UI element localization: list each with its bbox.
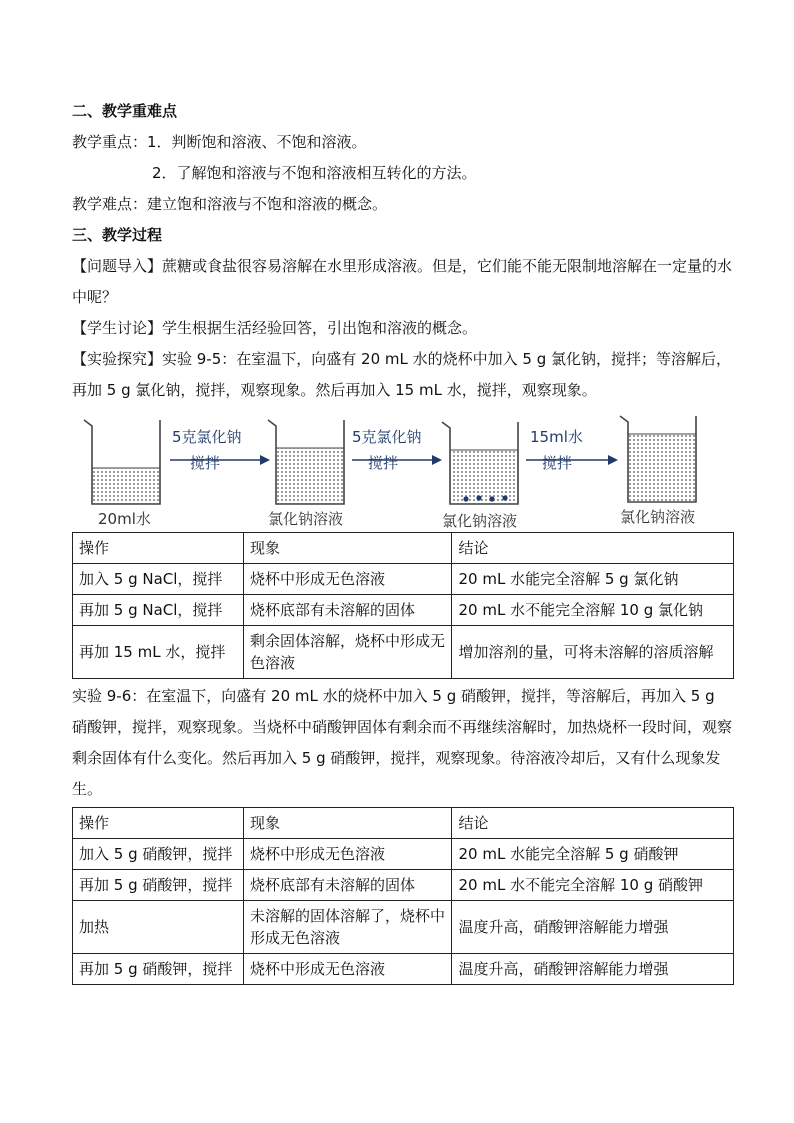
table-cell: 再加 5 g 硝酸钾，搅拌	[73, 870, 244, 901]
section-heading-difficulties: 二、教学重难点	[72, 102, 178, 120]
beaker-2	[268, 420, 344, 504]
beaker-4-label: 氯化钠溶液	[620, 508, 696, 526]
table-header-cell: 结论	[452, 808, 734, 839]
undissolved-particle	[489, 496, 494, 501]
section-heading-process: 三、教学过程	[72, 226, 163, 244]
table-cell: 再加 15 mL 水，搅拌	[73, 626, 244, 679]
table-cell: 烧杯底部有未溶解的固体	[243, 595, 452, 626]
table-cell: 温度升高，硝酸钾溶解能力增强	[452, 954, 734, 985]
beaker-3-label: 氯化钠溶液	[442, 512, 518, 530]
undissolved-particle	[476, 495, 481, 500]
undissolved-particle	[502, 495, 507, 500]
table-cell: 20 mL 水能完全溶解 5 g 硝酸钾	[452, 839, 734, 870]
table-row	[73, 626, 734, 679]
beaker-1	[84, 420, 160, 504]
table-cell: 再加 5 g 硝酸钾，搅拌	[73, 954, 244, 985]
table-row	[73, 839, 734, 870]
table-header-cell: 现象	[243, 808, 452, 839]
table-header-cell: 操作	[73, 533, 244, 564]
difficult-point: 教学难点：建立饱和溶液与不饱和溶液的概念。	[72, 195, 388, 213]
table-cell: 20 mL 水不能完全溶解 10 g 硝酸钾	[452, 870, 734, 901]
key-points-label: 教学重点：	[72, 133, 148, 151]
table-cell: 加入 5 g NaCl，搅拌	[73, 564, 244, 595]
table-cell: 温度升高，硝酸钾溶解能力增强	[452, 901, 734, 954]
table-cell: 加热	[73, 901, 244, 954]
table-header-cell: 操作	[73, 808, 244, 839]
table-row	[73, 870, 734, 901]
arrow-2-label-top: 5克氯化钠	[352, 428, 422, 446]
key-point-2: 2．了解饱和溶液与不饱和溶液相互转化的方法。	[152, 164, 477, 182]
table-cell: 未溶解的固体溶解了，烧杯中形成无色溶液	[243, 901, 452, 954]
table-cell: 烧杯底部有未溶解的固体	[243, 870, 452, 901]
experiment-9-5-table	[72, 532, 734, 679]
beaker-1-liquid	[92, 468, 160, 504]
key-point-1: 1．判断饱和溶液、不饱和溶液。	[147, 133, 367, 151]
table-cell: 增加溶剂的量，可将未溶解的溶质溶解	[452, 626, 734, 679]
beaker-2-liquid	[276, 448, 344, 504]
table-cell: 烧杯中形成无色溶液	[243, 839, 452, 870]
table-header-cell: 现象	[243, 533, 452, 564]
table-row	[73, 954, 734, 985]
table-header-cell: 结论	[452, 533, 734, 564]
beaker-4	[620, 416, 696, 502]
beaker-4-liquid	[628, 434, 696, 502]
arrow-1-label-bottom: 搅拌	[190, 454, 221, 472]
table-cell: 再加 5 g NaCl，搅拌	[73, 595, 244, 626]
document-page	[72, 96, 732, 985]
undissolved-particle	[463, 496, 468, 501]
table-cell: 20 mL 水能完全溶解 5 g 氯化钠	[452, 564, 734, 595]
table-cell: 加入 5 g 硝酸钾，搅拌	[73, 839, 244, 870]
experiment-9-5-paragraph: 【实验探究】实验 9-5：在室温下，向盛有 20 mL 水的烧杯中加入 5 g 氯化钠，搅拌；等溶解后，再加 5 g 氯化钠，搅拌，观察现象。然后再加入 15 mL 水，搅拌，观察现象。	[72, 350, 732, 399]
beaker-diagram	[72, 410, 732, 528]
table-cell: 烧杯中形成无色溶液	[243, 564, 452, 595]
intro-paragraph: 【问题导入】蔗糖或食盐很容易溶解在水里形成溶液。但是，它们能不能无限制地溶解在一定量的水中呢？	[72, 257, 733, 306]
arrow-3-label-top: 15ml水	[530, 428, 583, 446]
beaker-3-liquid	[450, 450, 518, 504]
arrow-2-label-bottom: 搅拌	[368, 454, 399, 472]
table-cell: 剩余固体溶解，烧杯中形成无色溶液	[243, 626, 452, 679]
table-header-row	[73, 808, 734, 839]
experiment-9-6-table	[72, 807, 734, 985]
beaker-3	[442, 422, 518, 504]
table-cell: 烧杯中形成无色溶液	[243, 954, 452, 985]
arrow-1-label-top: 5克氯化钠	[172, 428, 242, 446]
table-row	[73, 564, 734, 595]
key-point-line-1	[72, 127, 732, 158]
table-cell: 20 mL 水不能完全溶解 10 g 氯化钠	[452, 595, 734, 626]
table-row	[73, 901, 734, 954]
table-header-row	[73, 533, 734, 564]
arrow-3-label-bottom: 搅拌	[542, 454, 573, 472]
beaker-1-label: 20ml水	[98, 510, 151, 528]
table-row	[73, 595, 734, 626]
discussion-paragraph: 【学生讨论】学生根据生活经验回答，引出饱和溶液的概念。	[72, 319, 478, 337]
beaker-2-label: 氯化钠溶液	[268, 510, 344, 528]
experiment-9-6-paragraph: 实验 9-6：在室温下，向盛有 20 mL 水的烧杯中加入 5 g 硝酸钾，搅拌，等溶解后，再加入 5 g 硝酸钾，搅拌，观察现象。当烧杯中硝酸钾固体有剩余而不再继续溶解时，加热烧杯一段时间，观察剩余固体有什么变化。然后再加入 5 g 硝酸钾，搅拌，观察现象。待溶液冷却后，又有什么现象发生。	[72, 687, 733, 798]
